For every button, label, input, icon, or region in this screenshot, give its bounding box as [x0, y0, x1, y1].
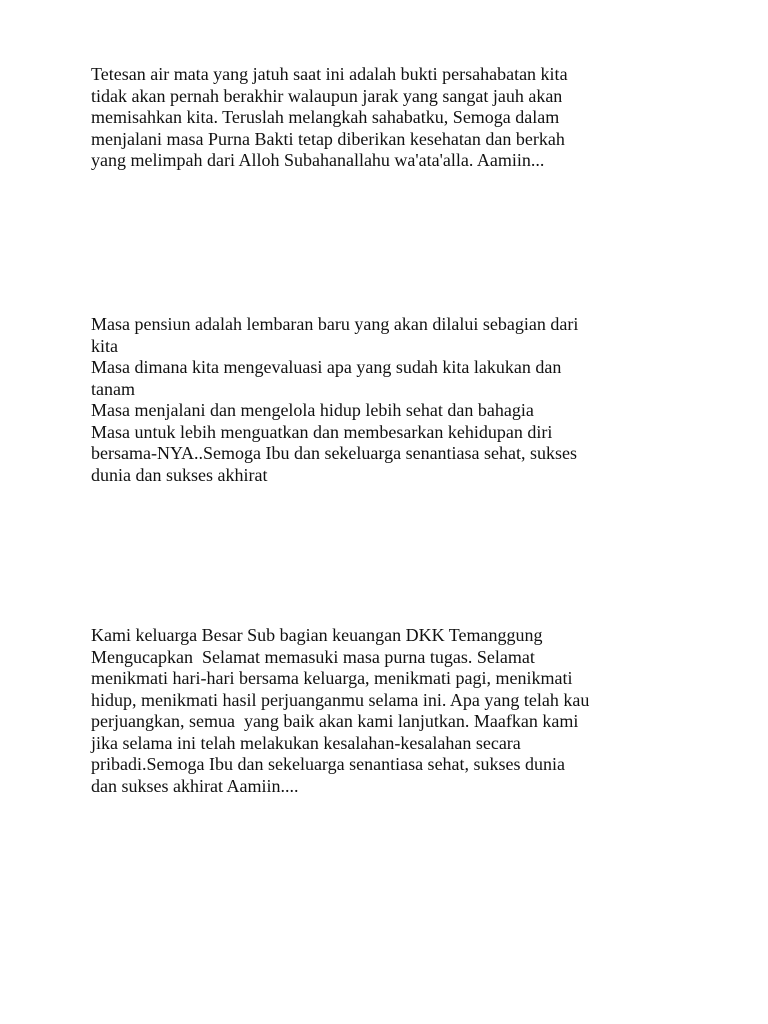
text-line: tidak akan pernah berakhir walaupun jarak yang sangat jauh akan — [91, 85, 563, 106]
text-line: kita — [91, 335, 118, 356]
text-line: Tetesan air mata yang jatuh saat ini adalah bukti persahabatan kita — [91, 64, 568, 84]
text-line: memisahkan kita. Teruslah melangkah sahabatku, Semoga dalam — [91, 107, 560, 127]
text-line: pribadi.Semoga Ibu dan sekeluarga senantiasa sehat, sukses dunia — [91, 754, 566, 774]
paragraph-family-congratulations — [91, 625, 589, 797]
text-line: Masa pensiun adalah lembaran baru yang akan dilalui sebagian dari — [91, 314, 579, 334]
text-line: Masa dimana kita mengevaluasi apa yang sudah kita lakukan dan — [91, 357, 562, 377]
text-line: Kami keluarga Besar Sub bagian keuangan DKK Temanggung — [91, 625, 543, 645]
text-line: Masa untuk lebih menguatkan dan membesarkan kehidupan diri — [91, 421, 553, 442]
text-line: Mengucapkan Selamat memasuki masa purna tugas. Selamat — [91, 646, 535, 667]
text-line: Masa menjalani dan mengelola hidup lebih sehat dan bahagia — [91, 400, 534, 420]
text-line: hidup, menikmati hasil perjuanganmu selama ini. Apa yang telah kau — [91, 689, 590, 710]
text-line: perjuangkan, semua yang baik akan kami lanjutkan. Maafkan kami — [91, 711, 579, 731]
text-line: tanam — [91, 378, 135, 399]
text-line: jika selama ini telah melakukan kesalahan-kesalahan secara — [91, 732, 521, 753]
text-line: dunia dan sukses akhirat — [91, 464, 268, 485]
text-line: yang melimpah dari Alloh Subahanallahu wa'ata'alla. Aamiin... — [91, 150, 545, 170]
text-line: dan sukses akhirat Aamiin.... — [91, 775, 299, 796]
paragraph-retirement-meaning — [91, 314, 578, 486]
paragraph-farewell-friendship — [91, 64, 568, 172]
text-line: bersama-NYA..Semoga Ibu dan sekeluarga senantiasa sehat, sukses — [91, 443, 578, 463]
text-line: menjalani masa Purna Bakti tetap diberikan kesehatan dan berkah — [91, 128, 565, 149]
text-line: menikmati hari-hari bersama keluarga, menikmati pagi, menikmati — [91, 668, 573, 688]
